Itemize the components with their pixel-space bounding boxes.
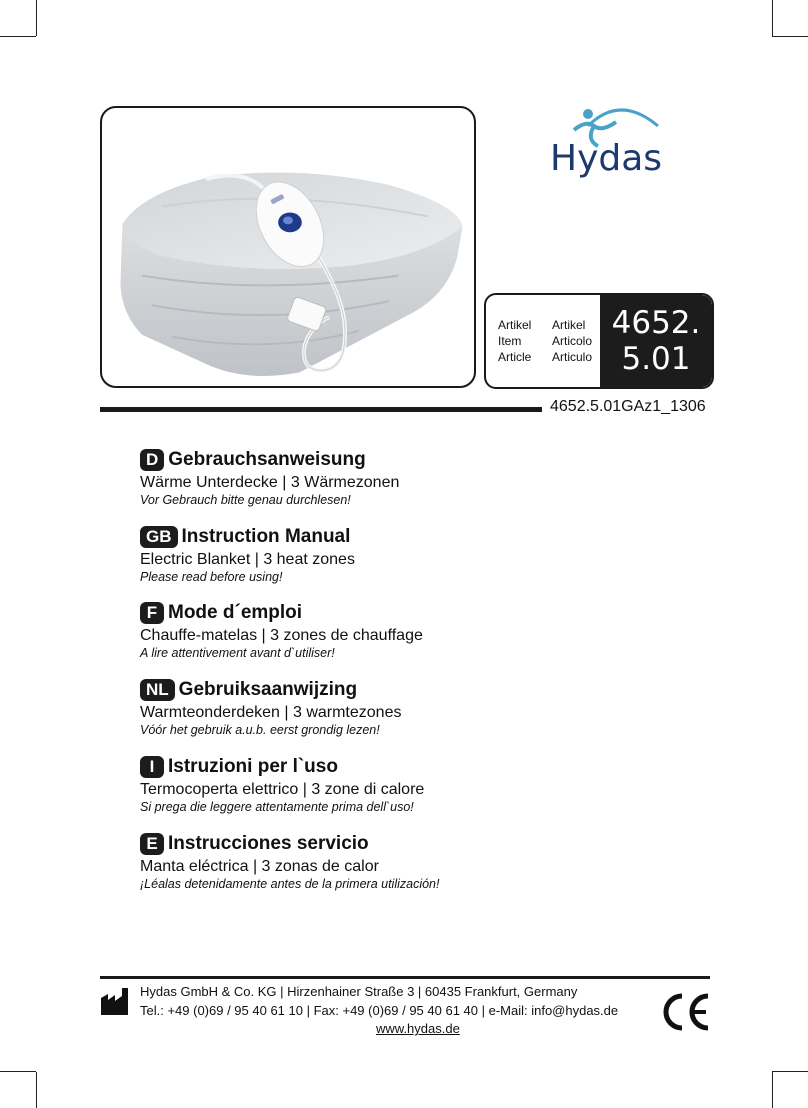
electric-blanket-illustration xyxy=(102,108,474,386)
section-title: Gebruiksaanwijzing xyxy=(178,679,358,700)
document-code: 4652.5.01GAz1_1306 xyxy=(550,398,706,415)
language-badge: NL xyxy=(140,679,175,701)
section-note: Please read before using! xyxy=(140,570,283,584)
footer-address: Hydas GmbH & Co. KG | Hirzenhainer Straße 3 | 60435 Frankfurt, Germany xyxy=(140,984,578,999)
crop-mark-top-left-h xyxy=(0,36,36,37)
section-subtitle: Termocoperta elettrico | 3 zone di calore xyxy=(140,781,425,798)
manufacturer-icon xyxy=(100,986,130,1016)
section-es xyxy=(140,833,780,891)
article-number xyxy=(600,295,712,387)
crop-mark-top-left-v xyxy=(36,0,37,36)
section-title: Istruzioni per l`uso xyxy=(168,756,338,777)
language-badge: E xyxy=(140,833,164,855)
article-label: Articulo xyxy=(552,350,593,364)
product-photo xyxy=(100,106,476,388)
article-label: Artikel xyxy=(498,318,532,332)
crop-mark-bottom-left-h xyxy=(0,1071,36,1072)
section-note: A lire attentivement avant d`utiliser! xyxy=(140,646,335,660)
article-number-line2: 5.01 xyxy=(621,341,691,377)
brand-name: Hydas xyxy=(550,138,663,179)
language-badge: D xyxy=(140,449,164,471)
crop-mark-bottom-right-h xyxy=(772,1071,808,1072)
section-title: Gebrauchsanweisung xyxy=(168,449,366,470)
section-subtitle: Wärme Unterdecke | 3 Wärmezonen xyxy=(140,474,400,491)
crop-mark-bottom-right-v xyxy=(772,1072,773,1108)
language-badge: F xyxy=(140,602,164,624)
crop-mark-top-right-v xyxy=(772,0,773,36)
website-link[interactable]: www.hydas.de xyxy=(376,1021,460,1036)
language-badge: GB xyxy=(140,526,178,548)
article-label: Article xyxy=(498,350,532,364)
section-subtitle: Warmteonderdeken | 3 warmtezones xyxy=(140,704,402,721)
section-note: ¡Léalas detenidamente antes de la primera utilización! xyxy=(140,877,440,891)
top-divider xyxy=(100,407,542,412)
ce-mark-icon xyxy=(660,992,712,1032)
section-nl xyxy=(140,679,780,737)
article-label: Artikel xyxy=(552,318,586,332)
article-box xyxy=(484,293,714,389)
section-de xyxy=(140,449,780,507)
section-it xyxy=(140,756,780,814)
section-note: Vor Gebrauch bitte genau durchlesen! xyxy=(140,493,351,507)
section-subtitle: Chauffe-matelas | 3 zones de chauffage xyxy=(140,627,423,644)
article-label: Item xyxy=(498,334,522,348)
section-title: Mode d´emploi xyxy=(168,602,303,623)
article-labels-col2 xyxy=(552,317,592,365)
article-number-line1: 4652. xyxy=(611,305,701,341)
section-subtitle: Electric Blanket | 3 heat zones xyxy=(140,551,355,568)
section-title: Instruction Manual xyxy=(181,526,351,547)
section-fr xyxy=(140,602,780,660)
section-subtitle: Manta eléctrica | 3 zonas de calor xyxy=(140,858,379,875)
section-title: Instrucciones servicio xyxy=(168,833,369,854)
section-gb xyxy=(140,526,780,584)
crop-mark-bottom-left-v xyxy=(36,1072,37,1108)
section-note: Si prega die leggere attentamente prima dell`uso! xyxy=(140,800,414,814)
language-badge: I xyxy=(140,756,164,778)
crop-mark-top-right-h xyxy=(772,36,808,37)
bottom-divider xyxy=(100,976,710,979)
article-label: Articolo xyxy=(552,334,593,348)
section-note: Vóór het gebruik a.u.b. eerst grondig lezen! xyxy=(140,723,380,737)
footer-contact: Tel.: +49 (0)69 / 95 40 61 10 | Fax: +49 (0)69 / 95 40 61 40 | e-Mail: info@hydas.de xyxy=(140,1003,619,1018)
article-labels-col1 xyxy=(498,317,531,365)
